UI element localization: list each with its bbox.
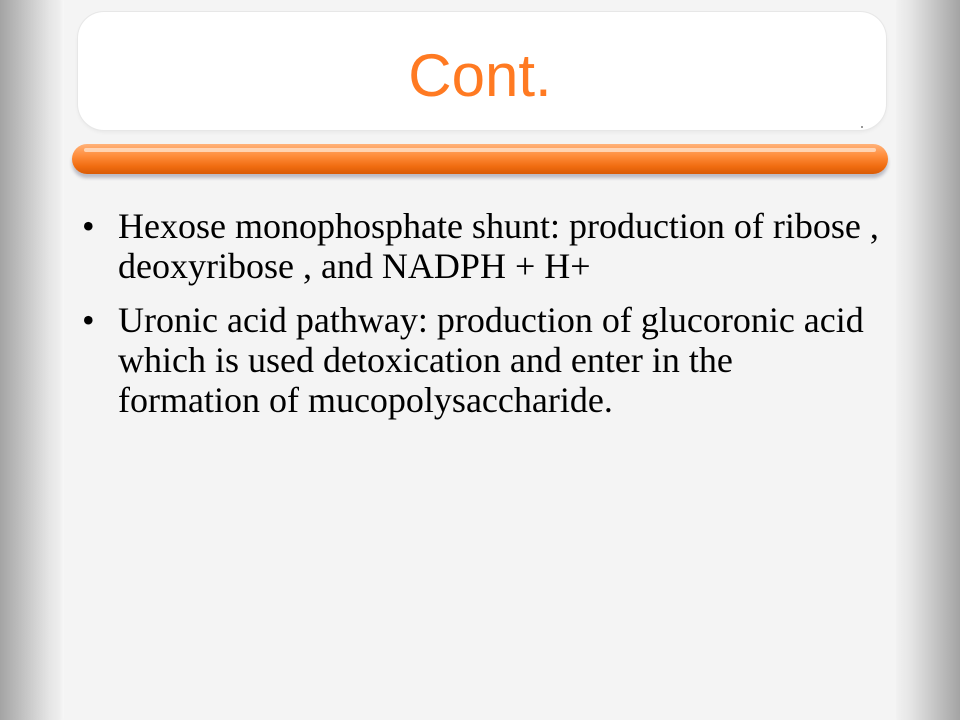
- bullet-icon: •: [82, 300, 95, 340]
- orange-divider-bar: [72, 144, 888, 174]
- bullet-list: [82, 206, 882, 434]
- title-dot-mark: [861, 126, 863, 128]
- bullet-text: Uronic acid pathway: production of glucoronic acid which is used detoxication and enter in the formation of mucopolysaccharide.: [118, 300, 864, 420]
- bullet-item: [82, 300, 882, 420]
- bullet-icon: •: [82, 206, 95, 246]
- slide-title: Cont.: [408, 42, 552, 109]
- bullet-item: [82, 206, 882, 286]
- bullet-text: Hexose monophosphate shunt: production of ribose , deoxyribose , and NADPH + H+: [118, 206, 879, 286]
